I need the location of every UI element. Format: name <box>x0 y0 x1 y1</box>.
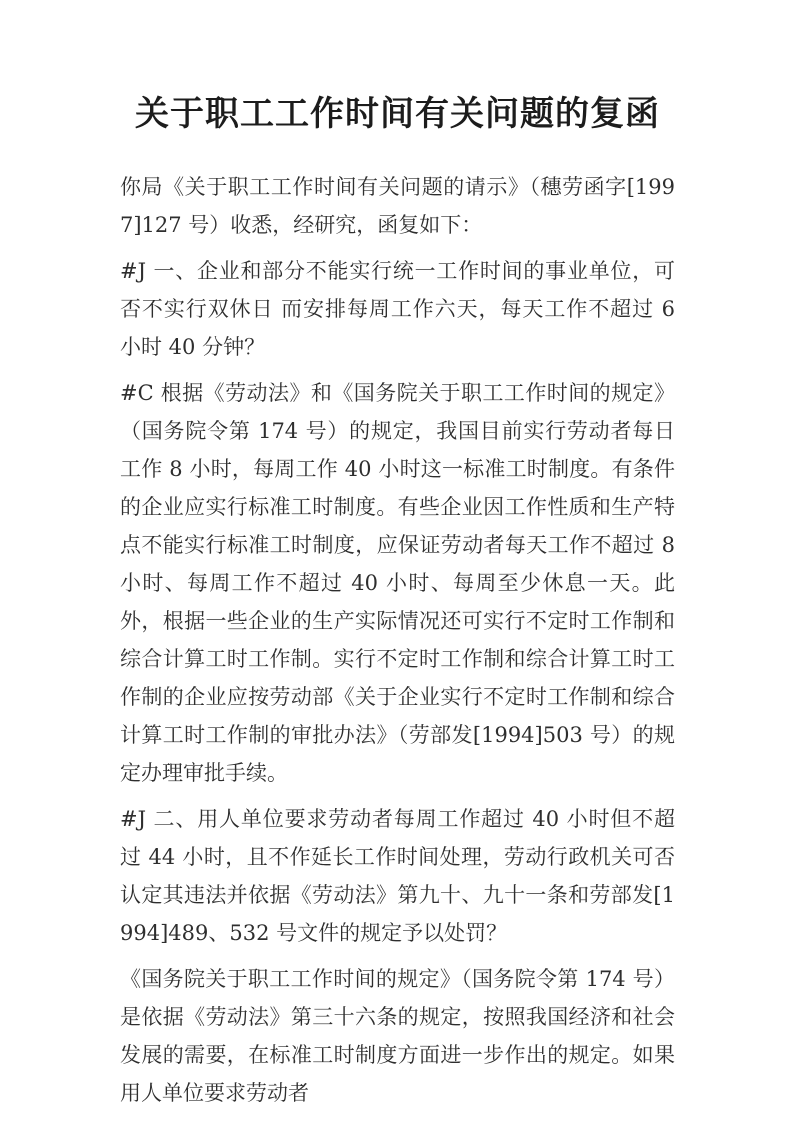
paragraph-answer-2: 《国务院关于职工工作时间的规定》（国务院令第 174 号）是依据《劳动法》第三十六条的规定，按照我国经济和社会发展的需要，在标准工时制度方面进一步作出的规定。如果用人单位要求劳动者 <box>120 967 675 1105</box>
document-title: 关于职工工作时间有关问题的复函 <box>135 94 660 134</box>
paragraph-question-1: #J 一、企业和部分不能实行统一工作时间的事业单位，可否不实行双休日 而安排每周工作六天，每天工作不超过 6 小时 40 分钟？ <box>120 259 675 359</box>
paragraph-intro: 你局《关于职工工作时间有关问题的请示》（穗劳函字[1997]127 号）收悉，经研究，函复如下： <box>120 175 675 237</box>
paragraph-question-2: #J 二、用人单位要求劳动者每周工作超过 40 小时但不超过 44 小时，且不作延长工作时间处理，劳动行政机关可否认定其违法并依据《劳动法》第九十、九十一条和劳部发[1994]489、532 号文件的规定予以处罚？ <box>120 807 675 945</box>
document-body <box>120 168 675 1112</box>
paragraph-answer-1: #C 根据《劳动法》和《国务院关于职工工作时间的规定》（国务院令第 174 号）的规定，我国目前实行劳动者每日工作 8 小时，每周工作 40 小时这一标准工时制度。有条件的企业应实行标准工时制度。有些企业因工作性质和生产特点不能实行标准工时制度，应保证劳动者每天工作不超过 8 小时、每周工作不超过 40 小时、每周至少休息一天。此外，根据一些企业的生产实际情况还可实行不定时工作制和综合计算工时工作制。实行不定时工作制和综合计算工时工作制的企业应按劳动部《关于企业实行不定时工作制和综合计算工时工作制的审批办法》（劳部发[1994]503 号）的规定办理审批手续。 <box>120 381 675 785</box>
